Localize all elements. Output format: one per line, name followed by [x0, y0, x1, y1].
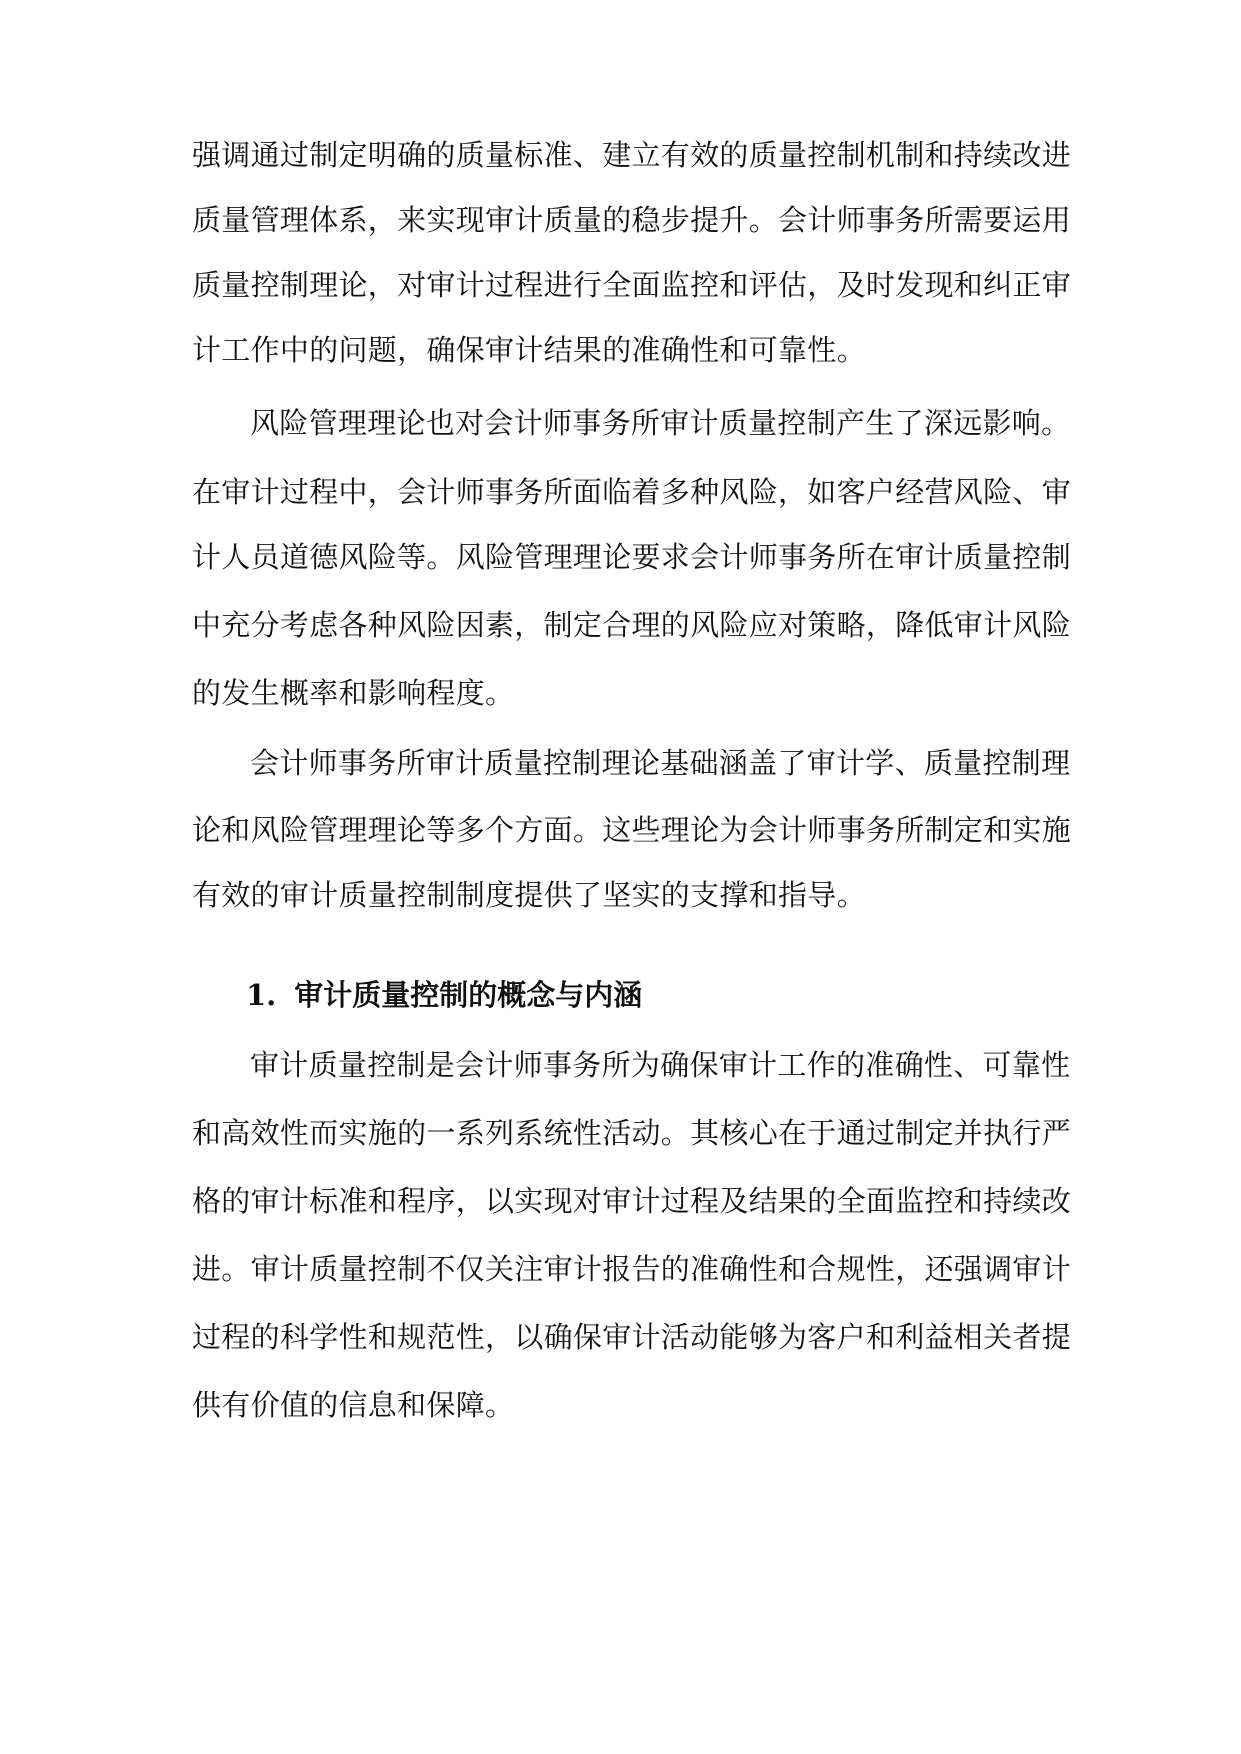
- paragraph-1-line-4: 计工作中的问题，确保审计结果的准确性和可靠性。: [192, 333, 866, 367]
- paragraph-3-line-1: 会计师事务所审计质量控制理论基础涵盖了审计学、质量控制理: [250, 746, 1071, 780]
- section-paragraph-line-2: 和高效性而实施的一系列系统性活动。其核心在于通过制定并执行严: [192, 1116, 1072, 1150]
- section-title: 审计质量控制的概念与内涵: [294, 978, 643, 1012]
- paragraph-1-line-2: 质量管理体系，来实现审计质量的稳步提升。会计师事务所需要运用: [192, 203, 1072, 237]
- paragraph-3-line-3: 有效的审计质量控制制度提供了坚实的支撑和指导。: [192, 878, 866, 912]
- paragraph-2-line-1: 风险管理理论也对会计师事务所审计质量控制产生了深远影响。: [250, 406, 1071, 440]
- section-paragraph-line-6: 供有价值的信息和保障。: [192, 1388, 515, 1422]
- section-heading: [246, 970, 642, 1020]
- section-paragraph-line-3: 格的审计标准和程序，以实现对审计过程及结果的全面监控和持续改: [192, 1184, 1072, 1218]
- section-paragraph-line-1: 审计质量控制是会计师事务所为确保审计工作的准确性、可靠性: [250, 1048, 1071, 1082]
- paragraph-2-line-2: 在审计过程中，会计师事务所面临着多种风险，如客户经营风险、审: [192, 475, 1072, 509]
- section-number: 1.: [246, 978, 277, 1012]
- section-paragraph-line-4: 进。审计质量控制不仅关注审计报告的准确性和合规性，还强调审计: [192, 1252, 1072, 1286]
- paragraph-2-line-4: 中充分考虑各种风险因素，制定合理的风险应对策略，降低审计风险: [192, 608, 1072, 642]
- paragraph-2-line-3: 计人员道德风险等。风险管理理论要求会计师事务所在审计质量控制: [192, 540, 1072, 574]
- section-paragraph-line-5: 过程的科学性和规范性，以确保审计活动能够为客户和利益相关者提: [192, 1320, 1072, 1354]
- paragraph-1-line-3: 质量控制理论，对审计过程进行全面监控和评估，及时发现和纠正审: [192, 268, 1072, 302]
- paragraph-2-line-5: 的发生概率和影响程度。: [192, 676, 515, 710]
- paragraph-1-line-1: 强调通过制定明确的质量标准、建立有效的质量控制机制和持续改进: [192, 138, 1072, 172]
- paragraph-3-line-2: 论和风险管理理论等多个方面。这些理论为会计师事务所制定和实施: [192, 813, 1072, 847]
